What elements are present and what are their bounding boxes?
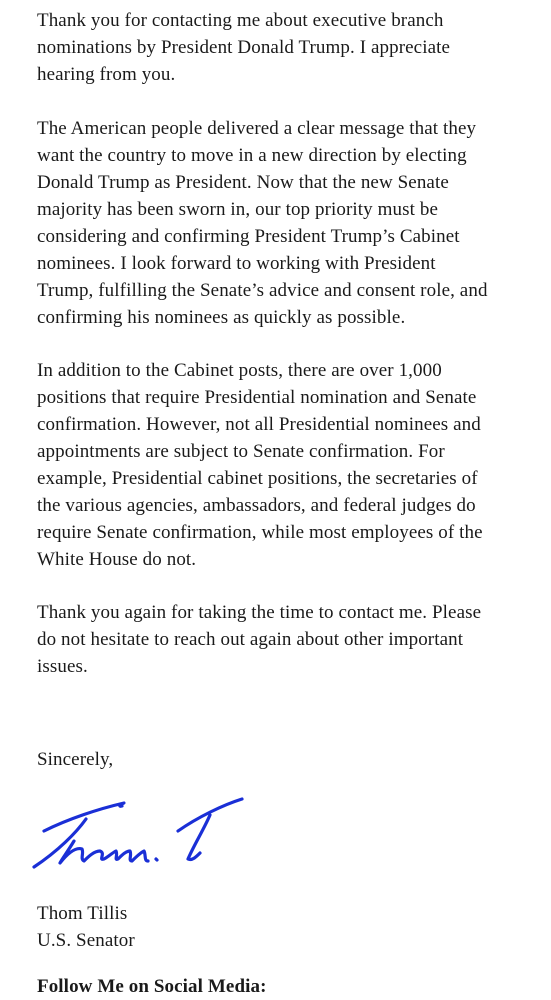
text-line: White House do not. [37, 549, 197, 570]
text-line: require Senate confirmation, while most employees of the [37, 522, 483, 543]
text-line: example, Presidential cabinet positions, the secretaries of [37, 468, 478, 489]
social-media-heading: Follow Me on Social Media: [37, 976, 267, 997]
closing-salutation: Sincerely, [37, 749, 114, 770]
text-line: considering and confirming President Trump’s Cabinet [37, 226, 460, 247]
signature-stroke [156, 859, 157, 860]
text-line: Donald Trump as President. Now that the new Senate [37, 172, 449, 193]
text-line: appointments are subject to Senate confirmation. For [37, 441, 445, 462]
paragraph-priority [37, 115, 537, 331]
signature-stroke [60, 841, 148, 863]
paragraph-thanks [37, 599, 537, 680]
signer-title: U.S. Senator [37, 930, 135, 951]
text-line: do not hesitate to reach out again about other important [37, 629, 464, 650]
text-line: Thank you for contacting me about executive branch [37, 10, 444, 31]
text-line: nominations by President Donald Trump. I appreciate [37, 37, 451, 58]
text-line: confirmation. However, not all Presidential nominees and [37, 414, 481, 435]
text-line: confirming his nominees as quickly as possible. [37, 307, 406, 328]
text-line: issues. [37, 656, 88, 677]
text-line: Thank you again for taking the time to contact me. Please [37, 602, 482, 623]
text-line: The American people delivered a clear message that they [37, 118, 477, 139]
handwritten-signature [28, 795, 248, 875]
text-line: Trump, fulfilling the Senate’s advice and consent role, and [37, 280, 488, 301]
signature-stroke [44, 803, 124, 831]
paragraph-positions [37, 357, 537, 573]
text-line: majority has been sworn in, our top priority must be [37, 199, 438, 220]
paragraph-intro [37, 7, 537, 88]
text-line: nominees. I look forward to working with President [37, 253, 436, 274]
text-line: the various agencies, ambassadors, and federal judges do [37, 495, 476, 516]
text-line: want the country to move in a new direction by electing [37, 145, 467, 166]
text-line: In addition to the Cabinet posts, there are over 1,000 [37, 360, 442, 381]
signer-name: Thom Tillis [37, 903, 128, 924]
text-line: hearing from you. [37, 64, 176, 85]
text-line: positions that require Presidential nomination and Senate [37, 387, 477, 408]
